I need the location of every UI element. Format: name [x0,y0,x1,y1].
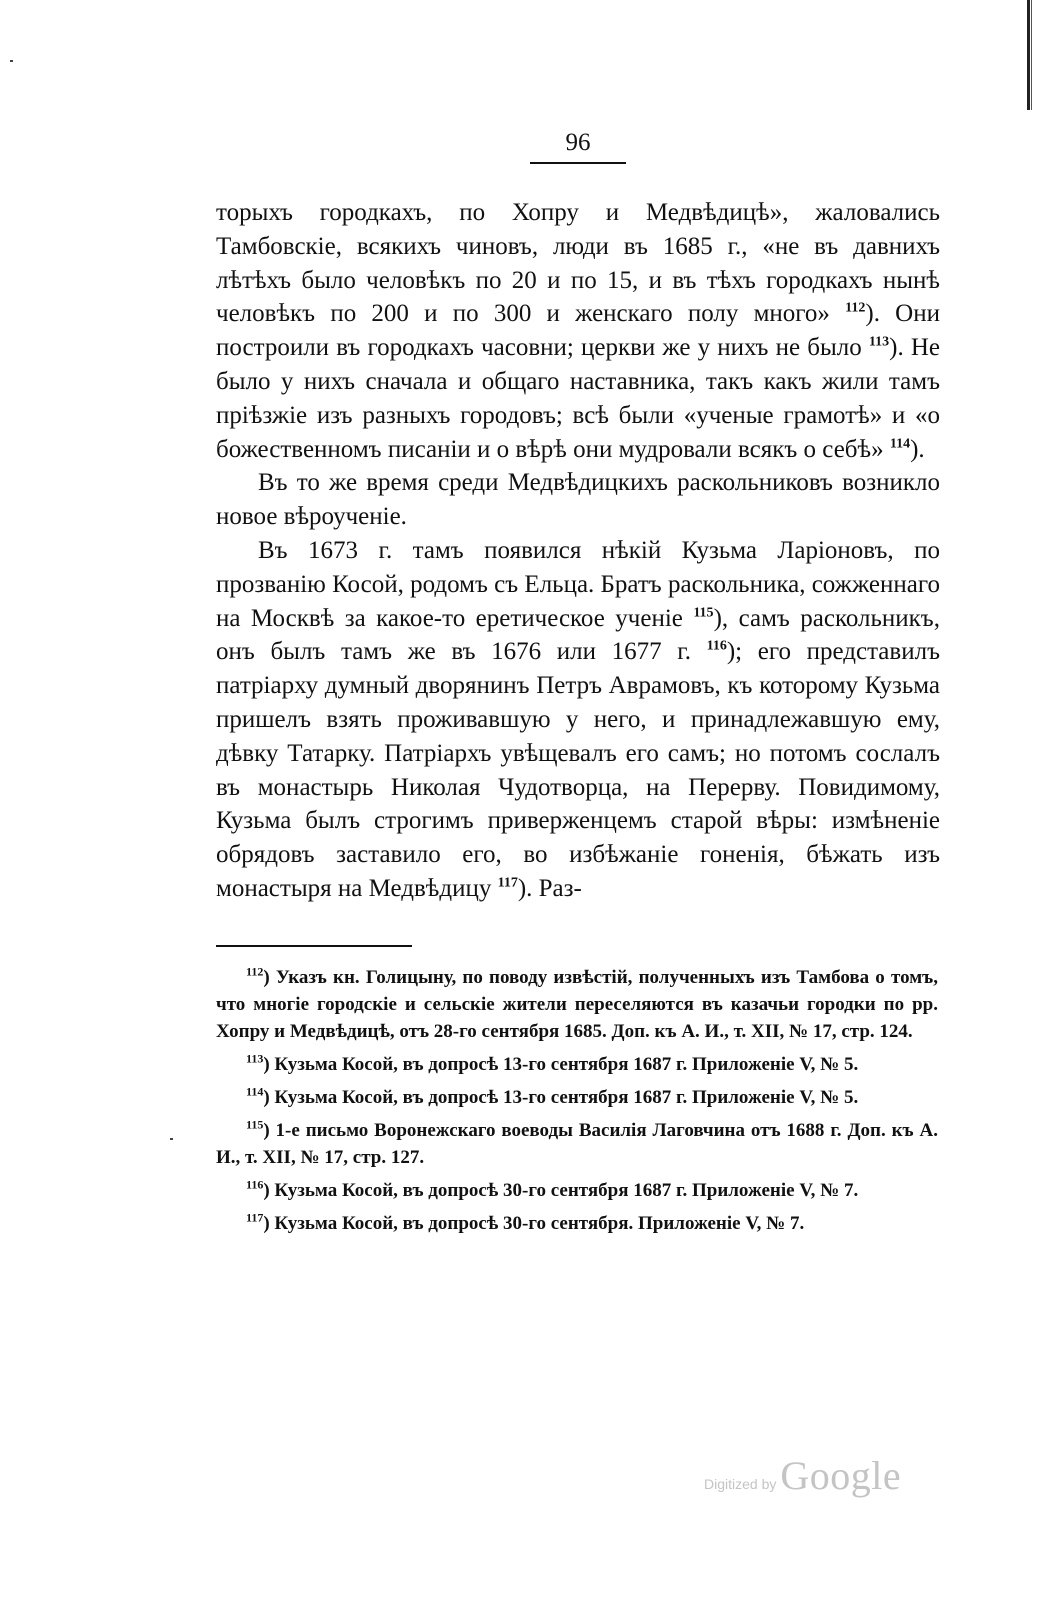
text-run: Въ то же время среди Медвѣдицкихъ раскольниковъ возникло новое вѣроученіе. [216,469,940,531]
digitized-watermark [704,1452,901,1499]
footnote [216,1210,938,1237]
footnote [216,1177,938,1204]
footnote-text: ) 1-е письмо Воронежскаго воеводы Василія Лаговчина отъ 1688 г. Доп. къ А. И., т. XII, № 17, стр. 127. [216,1120,938,1168]
page-edge-mark [1027,0,1030,110]
footnote-number: 114 [246,1084,264,1099]
page-number-rule [530,162,626,164]
footnote-text: ) Кузьма Косой, въ допросѣ 30-го сентября 1687 г. Приложеніе V, № 7. [263,1180,859,1201]
watermark-prefix: Digitized by [704,1476,777,1492]
footnote-ref: 113 [868,334,890,350]
footnote [216,1051,938,1078]
footnote-number: 116 [246,1177,264,1192]
footnote-ref: 114 [889,436,911,452]
footnote [216,964,938,1045]
text-run: торыхъ городкахъ, по Хопру и Медвѣдицѣ», жаловались Тамбовскіе, всякихъ чиновъ, люди въ 1685 г., «не въ давнихъ лѣтѣхъ было человѣкъ по 20 и по 15, и въ тѣхъ городкахъ нынѣ человѣкъ по 200 и по 300 и женскаго полу много» [216,199,940,328]
footnote [216,1084,938,1111]
paragraph [216,466,940,534]
footnote-text: ) Кузьма Косой, въ допросѣ 13-го сентября 1687 г. Приложеніе V, № 5. [263,1087,859,1108]
text-run: ); его представилъ патріарху думный дворянинъ Петръ Аврамовъ, къ которому Кузьма пришелъ взять проживавшую у него, и принадлежавшую ему, дѣвку Татарку. Патріархъ увѣщевалъ его самъ; но потомъ сослалъ въ монастырь Николая Чудотворца, на Перерву. Повидимому, Кузьма былъ строгимъ приверженцемъ старой вѣры: измѣненіе обрядовъ заставило его, во избѣжаніе гоненія, бѣжать изъ монастыря на Медвѣдицу [216,638,940,902]
footnote-number: 112 [246,964,264,979]
footnote-text: ) Кузьма Косой, въ допросѣ 30-го сентября. Приложеніе V, № 7. [263,1213,805,1234]
footnote-number: 117 [246,1210,264,1225]
text-run: ), самъ раскольникъ, онъ былъ тамъ же въ 1676 или 1677 г. [216,604,940,666]
footnote-text: ) Кузьма Косой, въ допросѣ 13-го сентября 1687 г. Приложеніе V, № 5. [263,1054,859,1075]
text-run: Въ 1673 г. тамъ появился нѣкій Кузьма Ларіоновъ, по прозванію Косой, родомъ съ Ельца. Братъ раскольника, сожженнаго на Москвѣ за какое-то еретическое ученіе [216,536,940,632]
scan-speck [170,1138,173,1140]
text-run: ). Раз- [517,874,582,902]
text-run: ). Не было у нихъ сначала и общаго наставника, такъ какъ жили тамъ пріѣзжіе изъ разныхъ городовъ; всѣ были «ученые грамотѣ» и «о божественномъ писаніи и о вѣрѣ они мудровали всякъ о себѣ» [216,334,940,463]
page-number: 96 [565,129,591,156]
page-edge-mark-thin [1031,0,1032,110]
text-run: ). Они построили въ городкахъ часовни; церкви же у нихъ не было [216,300,940,362]
footnote-text: ) Указъ кн. Голицыну, по поводу извѣстій, полученныхъ изъ Тамбова о томъ, что многіе городскіе и сельскіе жители переселяются въ казачьи городки по рр. Хопру и Медвѣдицѣ, отъ 28-го сентября 1685. Доп. къ А. И., т. XII, № 17, стр. 124. [216,967,938,1042]
footnote-number: 113 [246,1051,264,1066]
scan-speck [10,60,13,62]
footnotes-rule [216,945,412,947]
footnote [216,1117,938,1171]
paragraph [216,534,940,906]
main-text [216,196,940,906]
google-logo: Google [780,1453,902,1498]
footnote-ref: 115 [693,605,714,621]
text-run: ). [910,435,925,463]
footnote-ref: 112 [845,301,866,317]
footnotes [216,964,938,1243]
footnote-ref: 117 [497,875,518,891]
paragraph [216,196,940,466]
footnote-number: 115 [246,1117,264,1132]
footnote-ref: 116 [706,639,727,655]
